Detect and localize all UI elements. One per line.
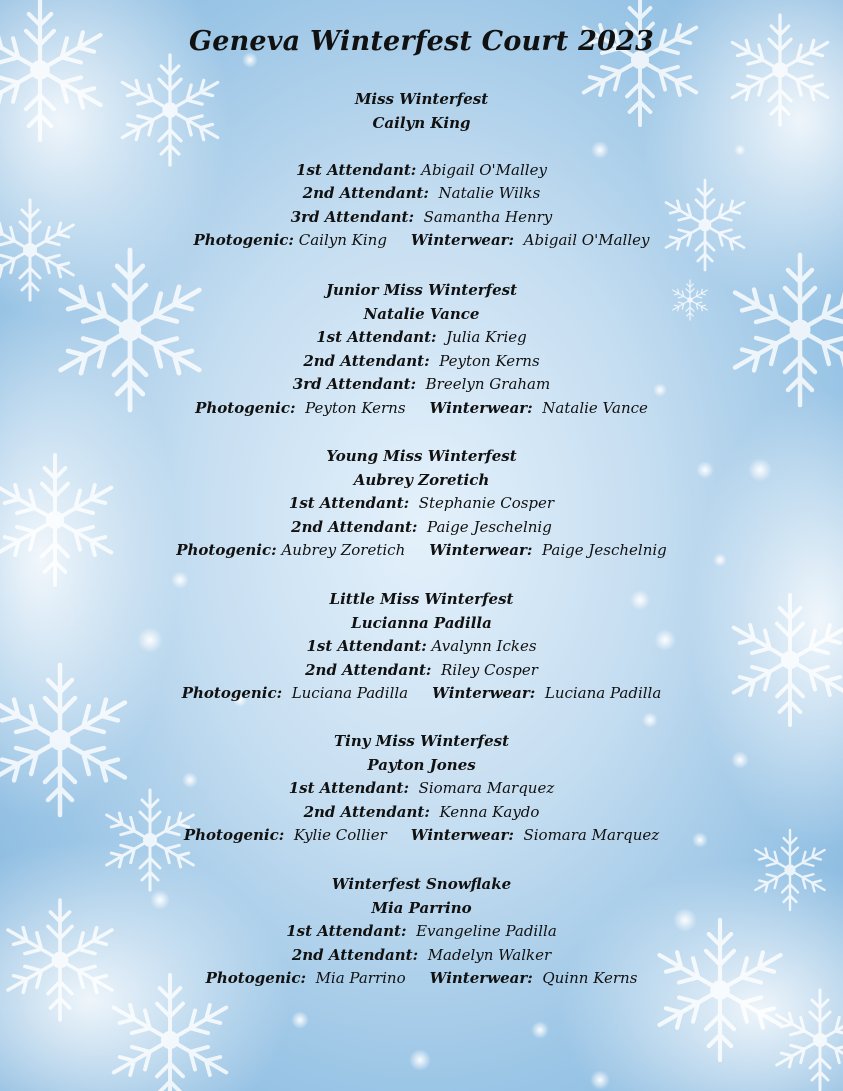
- section-winner: Natalie Vance: [363, 304, 480, 323]
- awards-row: Photogenic: Peyton Kerns Winterwear: Natalie Vance: [195, 398, 648, 417]
- awards-row: Photogenic: Mia Parrino Winterwear: Quinn Kerns: [205, 969, 638, 987]
- court-section: [0, 445, 843, 563]
- section-winner: Cailyn King: [372, 113, 471, 132]
- section-title: Young Miss Winterfest: [326, 447, 517, 465]
- first-attendant-row: 1st Attendant: Evangeline Padilla: [286, 922, 557, 940]
- first-attendant-row: 1st Attendant: Siomara Marquez: [288, 779, 555, 797]
- third-attendant-row: 3rd Attendant: Breelyn Graham: [292, 375, 551, 393]
- section-title: Miss Winterfest: [354, 90, 489, 108]
- second-attendant-row: 2nd Attendant: Paige Jeschelnig: [291, 517, 552, 536]
- second-attendant-row: 2nd Attendant: Natalie Wilks: [302, 184, 541, 202]
- second-attendant-row: 2nd Attendant: Riley Cosper: [305, 660, 538, 679]
- awards-row: Photogenic: Cailyn King Winterwear: Abigail O'Malley: [193, 231, 650, 249]
- court-section: [0, 588, 843, 706]
- section-winner: Payton Jones: [367, 755, 476, 774]
- first-attendant-row: 1st Attendant: Julia Krieg: [316, 328, 527, 346]
- section-title: Little Miss Winterfest: [329, 590, 514, 608]
- awards-row: Photogenic: Luciana Padilla Winterwear: Luciana Padilla: [181, 684, 662, 702]
- awards-row: Photogenic: Kylie Collier Winterwear: Siomara Marquez: [183, 826, 660, 844]
- second-attendant-row: 2nd Attendant: Madelyn Walker: [291, 945, 552, 964]
- section-winner: Mia Parrino: [371, 898, 472, 917]
- first-attendant-row: 1st Attendant: Avalynn Ickes: [306, 637, 537, 655]
- first-attendant-row: 1st Attendant: Stephanie Cosper: [288, 494, 555, 512]
- awards-row: Photogenic: Aubrey Zoretich Winterwear: Paige Jeschelnig: [176, 541, 667, 559]
- first-attendant-row: 1st Attendant: Abigail O'Malley: [296, 160, 547, 179]
- section-title: Winterfest Snowflake: [331, 875, 512, 893]
- section-title: Junior Miss Winterfest: [325, 281, 518, 299]
- section-title: Tiny Miss Winterfest: [333, 732, 510, 750]
- section-winner: Lucianna Padilla: [351, 613, 492, 632]
- second-attendant-row: 2nd Attendant: Kenna Kaydo: [303, 802, 540, 821]
- third-attendant-row: 3rd Attendant: Samantha Henry: [290, 207, 553, 226]
- court-section: [0, 88, 843, 253]
- page-title: Geneva Winterfest Court 2023: [188, 26, 655, 57]
- section-winner: Aubrey Zoretich: [353, 470, 490, 489]
- court-section: [0, 730, 843, 848]
- second-attendant-row: 2nd Attendant: Peyton Kerns: [303, 351, 540, 370]
- court-section: [0, 873, 843, 991]
- court-section: [0, 279, 843, 420]
